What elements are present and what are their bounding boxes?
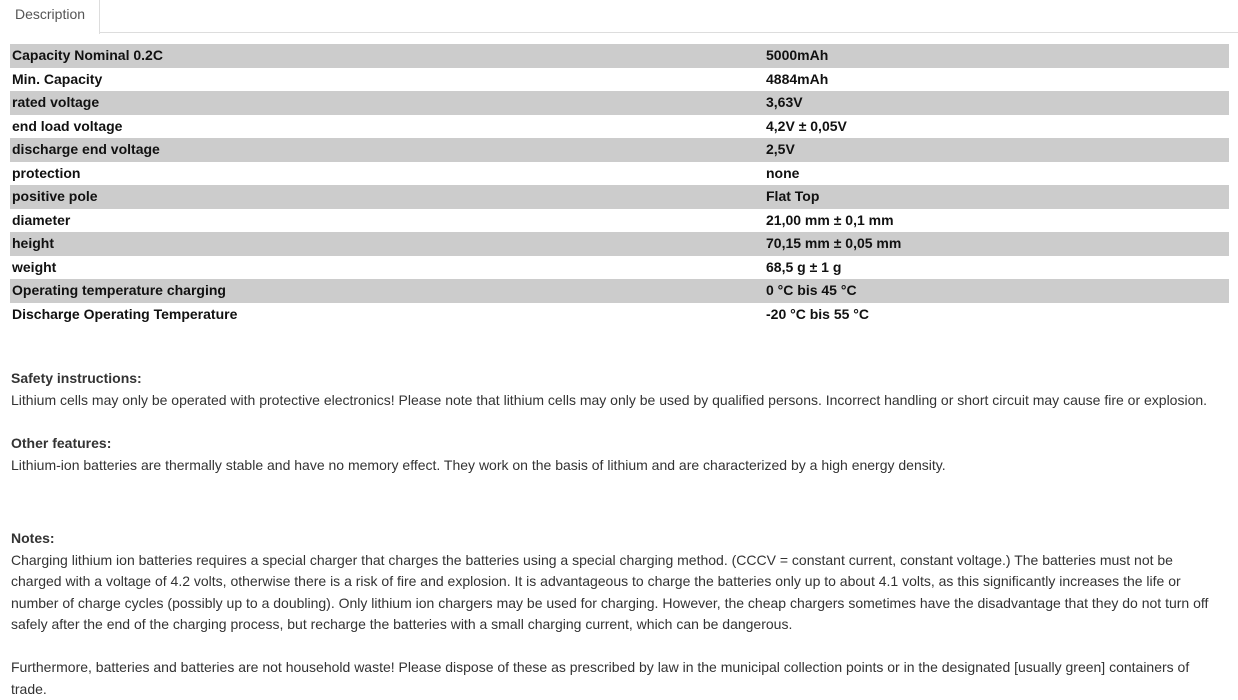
tab-bar [0, 0, 1238, 33]
tab-description[interactable]: Description [0, 0, 100, 34]
spec-value: none [766, 164, 800, 181]
table-row [10, 256, 1229, 280]
notes-text-2: Furthermore, batteries and batteries are not household waste! Please dispose of these as prescribed by law in the municipal collection points or in the designated [usually green] containers of trade. [11, 659, 1190, 697]
table-row [10, 303, 1229, 327]
spec-key: height [10, 232, 764, 256]
table-row [10, 162, 1229, 186]
table-row [10, 279, 1229, 303]
table-row [10, 185, 1229, 209]
spec-key: Min. Capacity [12, 70, 103, 87]
safety-text: Lithium cells may only be operated with protective electronics! Please note that lithium cells may only be used by qualified persons. Incorrect handling or short circuit may cause fire or explosion. [11, 391, 1208, 408]
spec-key: positive pole [10, 185, 764, 209]
spec-value: 0 °C bis 45 °C [764, 279, 1229, 303]
notes-section-2 [11, 657, 1226, 700]
spec-key: discharge end voltage [10, 138, 764, 162]
table-row [10, 232, 1229, 256]
spec-table [10, 44, 1229, 326]
table-row [10, 115, 1229, 139]
notes-section [11, 528, 1226, 636]
table-row [10, 91, 1229, 115]
notes-text: Charging lithium ion batteries requires a special charger that charges the batteries using a special charging method. (CCCV = constant current, constant voltage.) The batteries must not be charged with a voltage of 4.2 volts, otherwise there is a risk of fire and explosion. It is advantageous to charge the batteries only up to about 4.1 volts, as this significantly increases the life or number of charge cycles (possibly up to a doubling). Only lithium ion chargers may be used for charging. However, the cheap chargers sometimes have the disadvantage that they do not turn off safely after the end of the charging process, but recharge the batteries with a small charging current, which can be dangerous. [11, 551, 1209, 632]
features-title: Other features: [11, 435, 112, 451]
table-row [10, 138, 1229, 162]
spec-key: Capacity Nominal 0.2C [10, 44, 764, 68]
spec-value: 4884mAh [766, 70, 829, 87]
features-section [11, 433, 1226, 476]
spec-value: 2,5V [764, 138, 1229, 162]
table-row [10, 68, 1229, 92]
spec-value: 5000mAh [764, 44, 1229, 68]
spec-value: 70,15 mm ± 0,05 mm [764, 232, 1229, 256]
spec-key: protection [12, 164, 81, 181]
safety-section [11, 368, 1226, 411]
safety-title: Safety instructions: [11, 370, 142, 386]
spec-key: Operating temperature charging [10, 279, 764, 303]
table-row [10, 209, 1229, 233]
spec-value: -20 °C bis 55 °C [766, 305, 870, 322]
spec-key: Discharge Operating Temperature [12, 305, 238, 322]
spec-value: 68,5 g ± 1 g [766, 258, 842, 275]
spec-key: rated voltage [10, 91, 764, 115]
spec-key: diameter [12, 211, 71, 228]
spec-value: 3,63V [764, 91, 1229, 115]
notes-title: Notes: [11, 530, 55, 546]
spec-key: weight [12, 258, 57, 275]
spec-value: 21,00 mm ± 0,1 mm [766, 211, 894, 228]
table-row [10, 44, 1229, 68]
spec-key: end load voltage [12, 117, 123, 134]
spec-value: Flat Top [764, 185, 1229, 209]
features-text: Lithium-ion batteries are thermally stable and have no memory effect. They work on the basis of lithium and are characterized by a high energy density. [11, 456, 946, 473]
spec-value: 4,2V ± 0,05V [766, 117, 847, 134]
